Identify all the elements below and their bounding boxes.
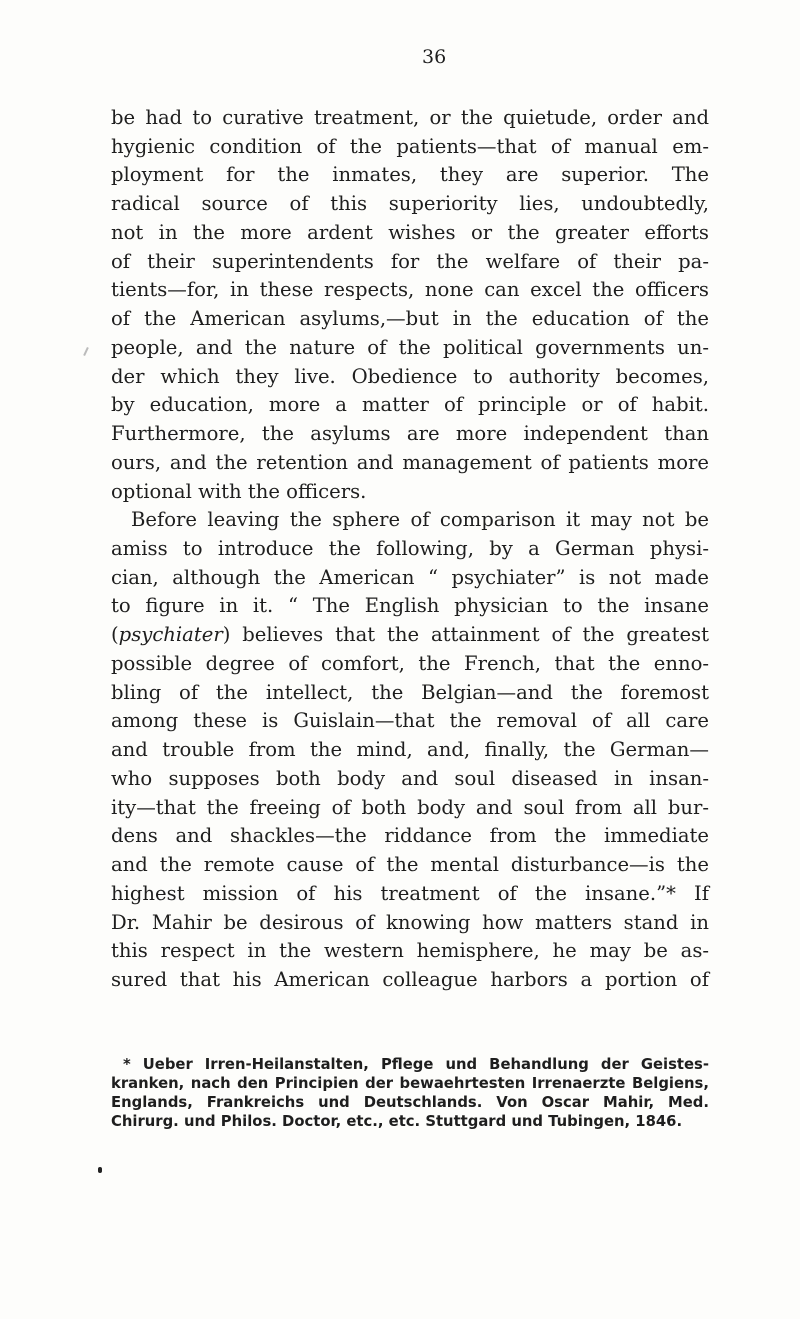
text-line: optional with the officers. [111,479,367,503]
scan-speck [83,347,89,356]
text-line-italic-term: (psychiater) believes that the attainment of the greatest [111,623,709,647]
text-line: radical source of this superiority lies, undoubtedly, [111,192,709,216]
text-line: tients—for, in these respects, none can excel the officers [111,278,709,302]
footnote [111,1055,709,1131]
text-line: dens and shackles—the riddance from the immediate [111,824,709,848]
text-line: amiss to introduce the following, by a German physi- [111,537,709,561]
italic-term: psychiater [118,623,223,647]
text-line: people, and the nature of the political governments un- [111,335,709,359]
text-line: of the American asylums,—but in the education of the [111,307,709,331]
text-line: hygienic condition of the patients—that of manual em- [111,134,709,158]
text-line: to figure in it. “ The English physician to the insane [111,594,709,618]
text-line: of their superintendents for the welfare of their pa- [111,249,709,273]
text-line: Dr. Mahir be desirous of knowing how matters stand in [111,910,709,934]
footnote-line: Englands, Frankreichs und Deutschlands. Von Oscar Mahir, Med. [111,1094,709,1111]
footnote-line: kranken, nach den Principien der bewaehrtesten Irrenaerzte Belgiens, [111,1075,709,1092]
text-line: not in the more ardent wishes or the greater efforts [111,220,709,244]
text-line: among these is Guislain—that the removal of all care [111,709,709,733]
text-line: possible degree of comfort, the French, that the enno- [111,651,709,675]
text-line: cian, although the American “ psychiater” is not made [111,565,709,589]
body-text [111,104,709,995]
text-line: Before leaving the sphere of comparison it may not be [131,508,709,532]
text-line: ployment for the inmates, they are superior. The [111,163,709,187]
ink-dot [98,1167,102,1173]
text-line: Furthermore, the asylums are more independent than [111,422,709,446]
text-line: bling of the intellect, the Belgian—and the foremost [111,680,709,704]
text-line: this respect in the western hemisphere, he may be as- [111,939,709,963]
footnote-line: Chirurg. und Philos. Doctor, etc., etc. Stuttgard und Tubingen, 1846. [111,1113,683,1130]
text-line: der which they live. Obedience to authority becomes, [111,364,709,388]
text-line: who supposes both body and soul diseased in insan- [111,766,709,790]
text-line: ity—that the freeing of both body and soul from all bur- [111,795,709,819]
text-line: highest mission of his treatment of the insane.”* If [111,881,709,905]
text-line: ours, and the retention and management of patients more [111,450,709,474]
text-line: by education, more a matter of principle or of habit. [111,393,709,417]
text-line: sured that his American colleague harbors a portion of [111,968,709,992]
page-number: 36 [422,46,447,68]
text-line: and trouble from the mind, and, finally, the German— [111,738,709,762]
text-line: be had to curative treatment, or the quietude, order and [111,106,709,129]
text-line: and the remote cause of the mental disturbance—is the [111,853,709,877]
footnote-line: * Ueber Irren-Heilanstalten, Pflege und Behandlung der Geistes- [123,1056,709,1073]
